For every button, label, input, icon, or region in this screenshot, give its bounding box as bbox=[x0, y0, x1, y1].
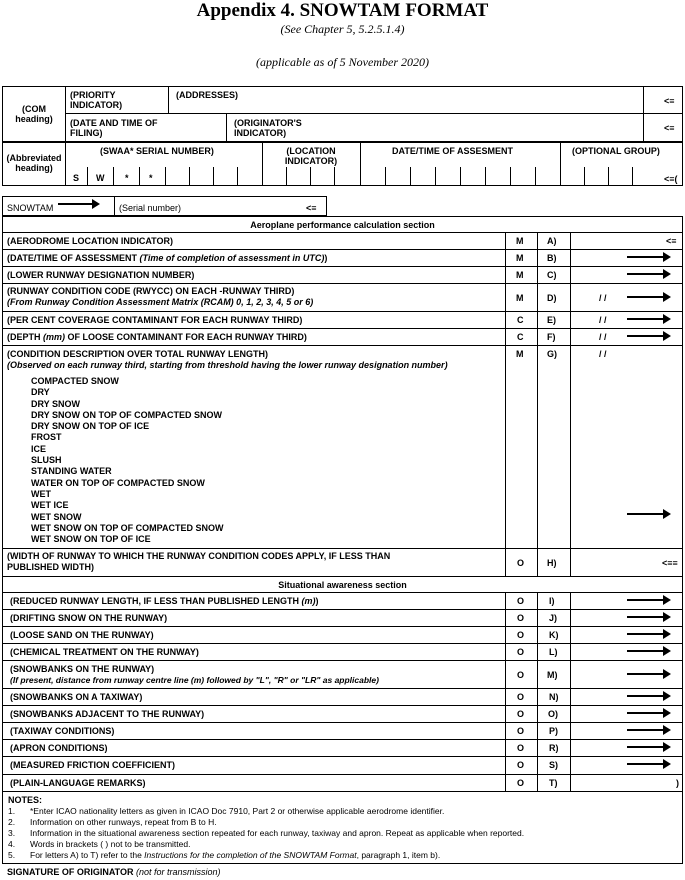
item-letter: S) bbox=[549, 760, 558, 770]
optional-code: O bbox=[517, 726, 525, 736]
row-label: (CHEMICAL TREATMENT ON THE RUNWAY) bbox=[10, 647, 199, 657]
arrow-icon bbox=[627, 673, 669, 675]
signature-note: (not for transmission) bbox=[136, 867, 221, 877]
row-snowbanks-adjacent[interactable] bbox=[2, 705, 683, 722]
optional-code: O bbox=[517, 778, 525, 788]
row-drifting-snow[interactable] bbox=[2, 609, 683, 626]
datetime-cells[interactable] bbox=[360, 167, 560, 186]
row-lower-runway-designation[interactable] bbox=[2, 266, 683, 283]
row-snowbanks-taxiway[interactable] bbox=[2, 688, 683, 705]
conditional-code: C bbox=[517, 332, 524, 342]
row-label: (LOOSE SAND ON THE RUNWAY) bbox=[10, 630, 154, 640]
row-label-italic: (m) bbox=[301, 596, 316, 606]
arrow-icon bbox=[627, 513, 669, 515]
row-label-close: ) bbox=[315, 596, 319, 606]
third-separators: / / bbox=[599, 349, 607, 359]
note-text: *Enter ICAO nationality letters as given in ICAO Doc 7910, Part 2 or otherwise applicable aerodrome identifier. bbox=[30, 806, 445, 816]
item-letter: T) bbox=[549, 778, 558, 788]
location-cells[interactable] bbox=[262, 167, 360, 186]
row-sublabel: (If present, distance from runway centre line (m) followed by "L", "R" or "LR" as applicable) bbox=[10, 675, 379, 685]
row-label: (AERODROME LOCATION INDICATOR) bbox=[7, 236, 173, 246]
originator-indicator-field[interactable]: (ORIGINATOR'S INDICATOR) bbox=[234, 118, 302, 138]
row-label-continued: PUBLISHED WIDTH) bbox=[7, 562, 94, 572]
condition-item: DRY bbox=[31, 387, 50, 398]
item-letter: O) bbox=[548, 709, 558, 719]
optional-code: O bbox=[517, 670, 525, 680]
condition-item: COMPACTED SNOW bbox=[31, 376, 119, 386]
signature-line[interactable] bbox=[7, 867, 221, 877]
row-label: (DRIFTING SNOW ON THE RUNWAY) bbox=[10, 613, 168, 623]
letter-w: W bbox=[96, 173, 105, 183]
mandatory-code: M bbox=[516, 253, 524, 263]
row-label: (DATE/TIME OF ASSESSMENT bbox=[7, 253, 140, 263]
third-separators: / / bbox=[599, 293, 607, 303]
arrow-icon bbox=[627, 318, 669, 320]
swaa-serial-label: (SWAA* SERIAL NUMBER) bbox=[100, 146, 214, 156]
row-aerodrome-location[interactable] bbox=[2, 232, 683, 249]
row-sublabel: (From Runway Condition Assessment Matrix (RCAM) 0, 1, 2, 3, 4, 5 or 6) bbox=[7, 297, 314, 307]
row-label: (CONDITION DESCRIPTION OVER TOTAL RUNWAY LENGTH) bbox=[7, 349, 269, 359]
optional-code: O bbox=[517, 596, 525, 606]
item-letter: L) bbox=[549, 647, 558, 657]
date-time-filing-field[interactable]: (DATE AND TIME OF FILING) bbox=[70, 118, 158, 138]
mandatory-code: M bbox=[516, 270, 524, 280]
row-label: (PLAIN-LANGUAGE REMARKS) bbox=[10, 778, 146, 788]
chapter-reference: (See Chapter 5, 5.2.5.1.4) bbox=[280, 22, 405, 36]
condition-item: ICE bbox=[31, 443, 47, 454]
condition-item: WATER ON TOP OF COMPACTED SNOW bbox=[31, 477, 205, 488]
note-text-italic: Instructions for the completion of the SNOWTAM Format bbox=[144, 850, 357, 860]
item-letter: E) bbox=[547, 315, 556, 325]
end-of-line-symbol: <≡ bbox=[306, 203, 317, 213]
location-indicator-label: (LOCATION INDICATOR) bbox=[284, 146, 338, 166]
letter-star: * bbox=[125, 173, 129, 183]
row-condition-description[interactable] bbox=[2, 345, 683, 548]
row-label: (TAXIWAY CONDITIONS) bbox=[10, 726, 115, 736]
arrow-icon bbox=[627, 763, 669, 765]
com-heading-label: (COM heading) bbox=[15, 104, 53, 124]
row-label: (SNOWBANKS ON A TAXIWAY) bbox=[10, 692, 143, 702]
note-2 bbox=[8, 817, 217, 828]
third-separators: / / bbox=[599, 332, 607, 342]
row-taxiway-conditions[interactable] bbox=[2, 722, 683, 739]
item-letter: C) bbox=[547, 270, 557, 280]
item-letter: B) bbox=[547, 253, 557, 263]
item-letter: I) bbox=[549, 596, 555, 606]
datetime-assessment-label: DATE/TIME OF ASSESMENT bbox=[392, 146, 514, 156]
note-4 bbox=[8, 839, 190, 850]
third-separators: / / bbox=[599, 315, 607, 325]
row-snowbanks-runway[interactable] bbox=[2, 660, 683, 688]
letter-star: * bbox=[149, 173, 153, 183]
note-text: For letters A) to T) refer to the bbox=[30, 850, 145, 860]
optional-code: O bbox=[517, 647, 525, 657]
mandatory-code: M bbox=[516, 349, 524, 359]
optional-group-label: (OPTIONAL GROUP) bbox=[572, 146, 660, 156]
row-measured-friction[interactable] bbox=[2, 756, 683, 774]
row-chemical-treatment[interactable] bbox=[2, 643, 683, 660]
mandatory-code: M bbox=[516, 236, 524, 246]
notes-block bbox=[2, 792, 683, 864]
row-plain-language-remarks[interactable] bbox=[2, 774, 683, 792]
condition-item: WET SNOW ON TOP OF COMPACTED SNOW bbox=[31, 522, 224, 533]
row-label-close: ) bbox=[324, 253, 328, 263]
note-1 bbox=[8, 806, 444, 817]
row-label: (REDUCED RUNWAY LENGTH, IF LESS THAN PUBLISHED LENGTH bbox=[10, 596, 302, 606]
item-letter: A) bbox=[547, 236, 557, 246]
abbreviated-heading-label: (Abbreviated heading) bbox=[6, 153, 62, 173]
end-of-line-symbol: <≡ bbox=[664, 123, 675, 133]
row-label: (APRON CONDITIONS) bbox=[10, 743, 108, 753]
note-text: Information in the situational awareness section repeated for each runway, taxiway and apron. Repeat as applicable when reported. bbox=[30, 828, 525, 838]
item-letter: H) bbox=[547, 558, 557, 568]
swaa-cells[interactable] bbox=[65, 167, 262, 186]
row-datetime-assessment[interactable] bbox=[2, 249, 683, 266]
note-number: 2. bbox=[8, 817, 16, 827]
row-label: (MEASURED FRICTION COEFFICIENT) bbox=[10, 760, 175, 770]
condition-item: DRY SNOW ON TOP OF ICE bbox=[31, 421, 150, 432]
title-text: Appendix 4. SNOWTAM FORMAT bbox=[196, 0, 489, 21]
condition-item: DRY SNOW ON TOP OF COMPACTED SNOW bbox=[31, 409, 223, 420]
item-letter: F) bbox=[547, 332, 556, 342]
item-letter: M) bbox=[547, 670, 558, 680]
condition-item: DRY SNOW bbox=[31, 398, 81, 409]
note-number: 3. bbox=[8, 828, 16, 838]
row-label: (DEPTH bbox=[7, 332, 43, 342]
note-3 bbox=[8, 828, 524, 839]
row-loose-sand[interactable] bbox=[2, 626, 683, 643]
mandatory-code: M bbox=[516, 293, 524, 303]
note-text-tail: , paragraph 1, item b). bbox=[356, 850, 441, 860]
row-label: (PER CENT COVERAGE CONTAMINANT FOR EACH RUNWAY THIRD) bbox=[7, 315, 303, 325]
optional-code: O bbox=[517, 692, 525, 702]
snowtam-label: SNOWTAM bbox=[7, 203, 54, 213]
arrow-icon bbox=[627, 599, 669, 601]
item-letter: J) bbox=[549, 613, 558, 623]
note-number: 4. bbox=[8, 839, 16, 849]
condition-item: WET ICE bbox=[31, 500, 69, 511]
arrow-icon bbox=[58, 203, 98, 205]
note-number: 1. bbox=[8, 806, 16, 816]
condition-item: WET bbox=[31, 488, 51, 499]
item-letter: G) bbox=[547, 349, 557, 359]
arrow-icon bbox=[627, 633, 669, 635]
row-label: (SNOWBANKS ADJACENT TO THE RUNWAY) bbox=[10, 709, 205, 719]
item-letter: D) bbox=[547, 293, 557, 303]
optional-code: O bbox=[517, 613, 525, 623]
optional-code: O bbox=[517, 709, 525, 719]
serial-number-field[interactable]: (Serial number) bbox=[119, 203, 182, 213]
row-label: (WIDTH OF RUNWAY TO WHICH THE RUNWAY CONDITION CODES APPLY, IF LESS THAN bbox=[7, 551, 391, 561]
arrow-icon bbox=[627, 296, 669, 298]
optional-code: O bbox=[517, 760, 525, 770]
aeroplane-section-header: Aeroplane performance calculation section bbox=[250, 220, 435, 230]
row-per-cent-coverage[interactable] bbox=[2, 311, 683, 328]
condition-item: STANDING WATER bbox=[31, 466, 112, 477]
row-label-italic: (Time of completion of assessment in UTC) bbox=[139, 253, 325, 263]
item-letter: N) bbox=[549, 692, 559, 702]
arrow-icon bbox=[627, 650, 669, 652]
row-label: (SNOWBANKS ON THE RUNWAY) bbox=[10, 664, 155, 674]
note-text: Words in brackets ( ) not to be transmitted. bbox=[30, 839, 191, 849]
item-letter: R) bbox=[549, 743, 559, 753]
note-number: 5. bbox=[8, 850, 16, 860]
row-depth-loose-contaminant[interactable] bbox=[2, 328, 683, 345]
closing-bracket: ) bbox=[676, 778, 679, 788]
optional-code: O bbox=[517, 630, 525, 640]
arrow-icon bbox=[627, 273, 669, 275]
end-of-line-symbol: <≡( bbox=[664, 174, 678, 184]
row-label-close: OF LOOSE CONTAMINANT FOR EACH RUNWAY THIRD) bbox=[65, 332, 307, 342]
optional-code: O bbox=[517, 558, 525, 568]
priority-indicator-field[interactable]: (PRIORITY INDICATOR) bbox=[70, 90, 123, 110]
notes-title: NOTES: bbox=[8, 795, 43, 805]
condition-list bbox=[31, 376, 224, 545]
arrow-icon bbox=[627, 729, 669, 731]
row-label: (RUNWAY CONDITION CODE (RWYCC) ON EACH -RUNWAY THIRD) bbox=[7, 286, 295, 296]
row-label: (LOWER RUNWAY DESIGNATION NUMBER) bbox=[7, 270, 195, 280]
signature-label: SIGNATURE OF ORIGINATOR bbox=[7, 867, 137, 877]
item-letter: K) bbox=[549, 630, 559, 640]
applicability-note: (applicable as of 5 November 2020) bbox=[256, 55, 429, 69]
condition-item: SLUSH bbox=[31, 455, 62, 466]
arrow-icon bbox=[627, 256, 669, 258]
row-label-italic: (mm) bbox=[43, 332, 65, 342]
arrow-icon bbox=[627, 712, 669, 714]
optional-cells[interactable] bbox=[560, 167, 683, 186]
note-5 bbox=[8, 850, 440, 861]
conditional-code: C bbox=[517, 315, 524, 325]
end-of-line-symbol: <≡ bbox=[664, 96, 675, 106]
arrow-icon bbox=[627, 746, 669, 748]
optional-code: O bbox=[517, 743, 525, 753]
arrow-icon bbox=[627, 335, 669, 337]
row-reduced-runway-length[interactable] bbox=[2, 592, 683, 609]
page-title bbox=[0, 0, 685, 22]
end-of-line-symbol: <≡ bbox=[666, 236, 677, 246]
row-width-of-runway[interactable] bbox=[2, 548, 683, 576]
item-letter: P) bbox=[549, 726, 558, 736]
arrow-icon bbox=[627, 695, 669, 697]
addresses-field[interactable]: (ADDRESSES) bbox=[176, 90, 239, 100]
condition-item: FROST bbox=[31, 432, 62, 443]
arrow-icon bbox=[627, 616, 669, 618]
note-text: Information on other runways, repeat from B to H. bbox=[30, 817, 217, 827]
row-apron-conditions[interactable] bbox=[2, 739, 683, 756]
row-runway-condition-code[interactable] bbox=[2, 283, 683, 311]
condition-item: WET SNOW bbox=[31, 511, 82, 522]
end-of-line-symbol: <≡≡ bbox=[662, 558, 678, 568]
condition-item: WET SNOW ON TOP OF ICE bbox=[31, 534, 151, 545]
situational-section-header: Situational awareness section bbox=[278, 580, 407, 590]
row-sublabel: (Observed on each runway third, starting from threshold having the lower runway designation number) bbox=[7, 360, 448, 370]
letter-s: S bbox=[73, 173, 80, 183]
